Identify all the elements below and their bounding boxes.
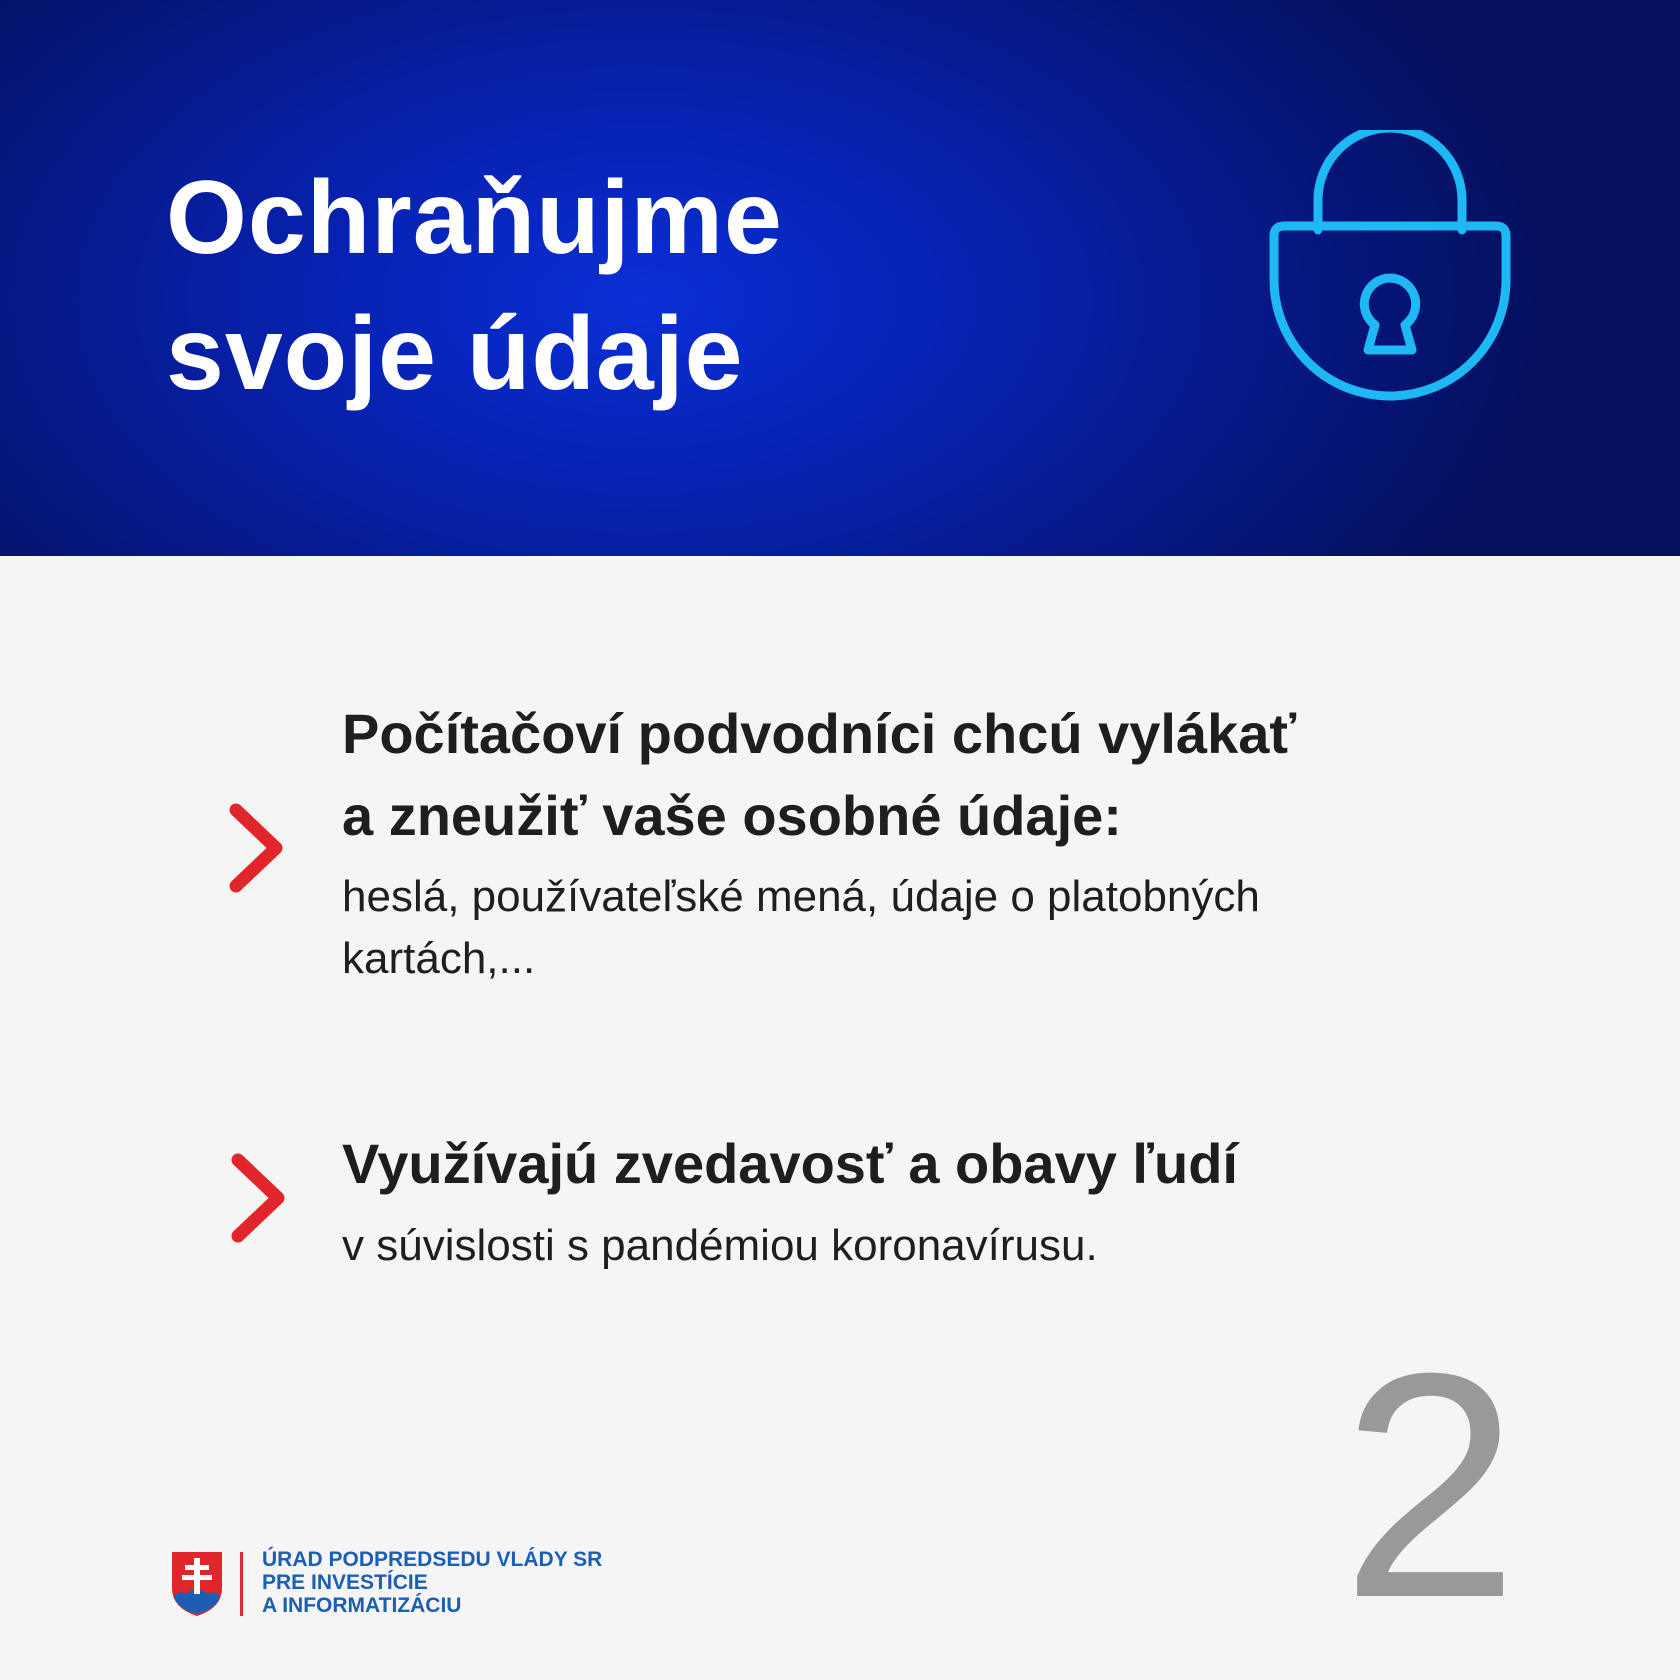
- item-text: [342, 866, 1260, 990]
- item-heading-line: a zneužiť vaše osobné údaje:: [342, 784, 1122, 847]
- item-heading-line: Počítačoví podvodníci chcú vylákať: [342, 702, 1297, 765]
- coat-of-arms-icon: [170, 1550, 224, 1618]
- chevron-right-icon: [222, 798, 292, 898]
- page-title: [166, 150, 783, 422]
- item-heading: [342, 693, 1296, 857]
- title-line-2: svoje údaje: [166, 296, 744, 412]
- item-text-line: kartách,...: [342, 934, 536, 983]
- footer-divider: [240, 1552, 243, 1616]
- header-banner: [0, 0, 1680, 556]
- item-text-line: v súvislosti s pandémiou koronavírusu.: [342, 1221, 1098, 1270]
- title-line-1: Ochraňujme: [166, 160, 783, 276]
- padlock-icon: [1260, 130, 1520, 420]
- org-line: PRE INVESTÍCIE: [262, 1571, 428, 1594]
- item-text-line: heslá, používateľské mená, údaje o platobných: [342, 872, 1260, 921]
- item-heading: [342, 1123, 1238, 1205]
- item-heading-line: Využívajú zvedavosť a obavy ľudí: [342, 1132, 1238, 1195]
- org-line: ÚRAD PODPREDSEDU VLÁDY SR: [262, 1548, 603, 1571]
- org-line: A INFORMATIZÁCIU: [262, 1594, 462, 1617]
- organization-name: [262, 1548, 602, 1617]
- item-text: [342, 1215, 1098, 1277]
- footer-logo: [170, 1548, 630, 1620]
- page-number: 2: [1341, 1306, 1519, 1664]
- chevron-right-icon: [224, 1148, 294, 1248]
